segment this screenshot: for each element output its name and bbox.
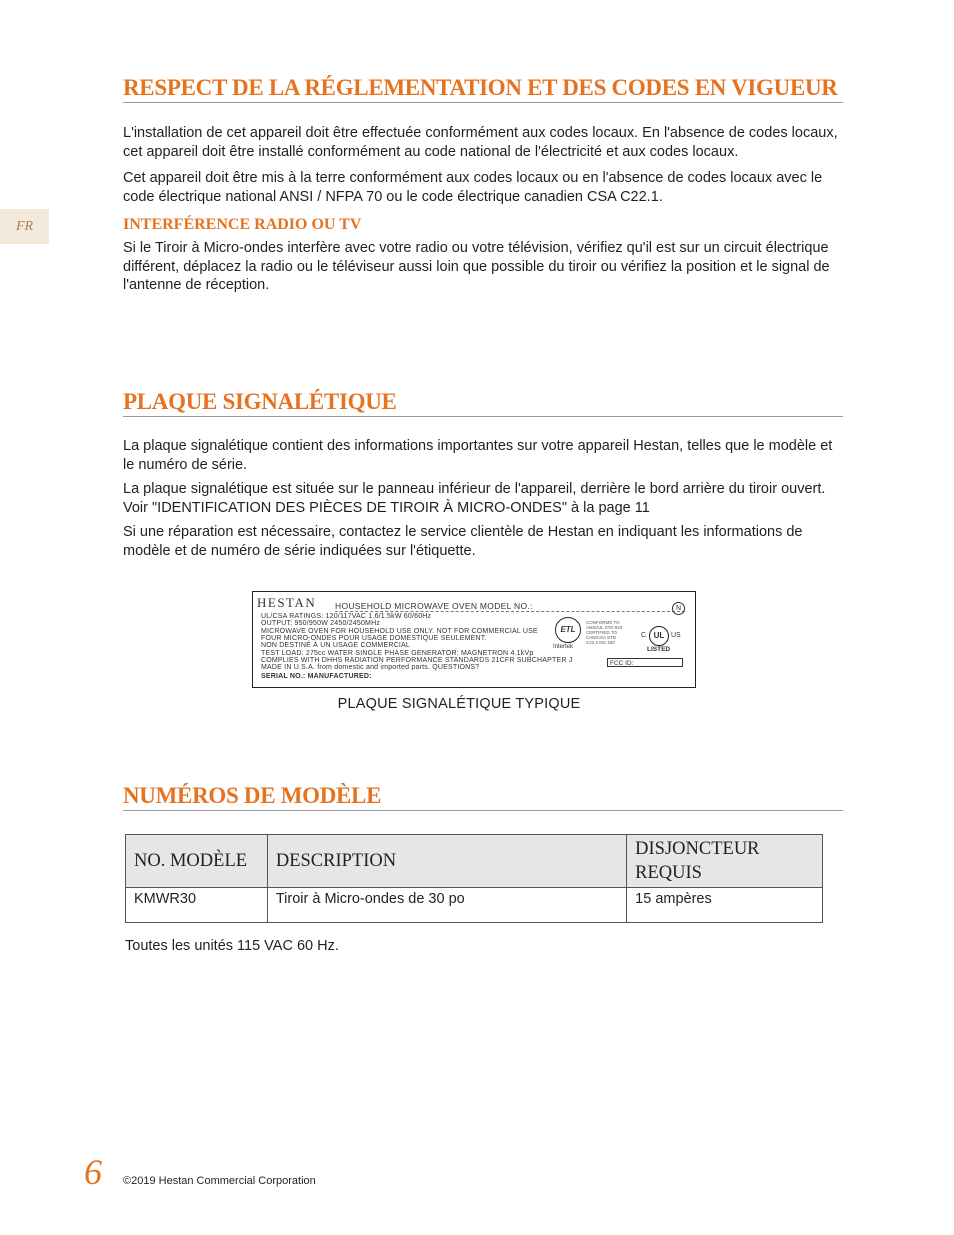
section-title-regulations: RESPECT DE LA RÉGLEMENTATION ET DES CODES EN VIGUEUR	[123, 74, 843, 103]
plate-line: SERIAL NO.: MANUFACTURED:	[261, 673, 372, 680]
plate-line: FOUR MICRO-ONDES POUR USAGE DOMESTIQUE SEULEMENT.	[261, 635, 487, 642]
rating-plate-paragraph-3: Si une réparation est nécessaire, contactez le service clientèle de Hestan en indiquant les informations de modèle et de numéro de série indiquées sur l'étiquette.	[123, 524, 803, 559]
plate-header: HOUSEHOLD MICROWAVE OVEN MODEL NO.:	[335, 601, 533, 611]
section-title-rating-plate: PLAQUE SIGNALÉTIQUE	[123, 388, 843, 417]
plate-line: UL/CSA RATINGS: 120/117VAC 1.6/1.5kW 60/60Hz	[261, 613, 432, 620]
plate-line: OUTPUT: 950/950W 2450/2450MHz	[261, 620, 381, 627]
ul-listed-label: LISTED	[647, 646, 671, 653]
column-header-breaker: DISJONCTEUR REQUIS	[627, 835, 823, 888]
voltage-note: Toutes les unités 115 VAC 60 Hz.	[125, 938, 339, 954]
ul-mark-icon: UL	[649, 626, 669, 646]
ul-us-label: US	[671, 632, 681, 639]
plate-line: MADE IN U.S.A. from domestic and imported parts. QUESTIONS?	[261, 664, 480, 671]
plate-brand-logo: HESTAN	[257, 595, 317, 610]
section-model-numbers	[123, 782, 843, 811]
etl-sub-label: Intertek	[553, 644, 574, 650]
interference-paragraph: Si le Tiroir à Micro-ondes interfère avec votre radio ou votre télévision, vérifiez qu'il est sur un circuit électrique différent, déplacez la radio ou le téléviseur aussi loin que possible du tiroir ou vérifiez la position et le signal de l'antenne de réception.	[123, 240, 830, 293]
plate-caption: PLAQUE SIGNALÉTIQUE TYPIQUE	[337, 696, 581, 712]
section-regulations	[123, 74, 843, 295]
column-header-description: DESCRIPTION	[267, 835, 626, 888]
plate-line: MICROWAVE OVEN FOR HOUSEHOLD USE ONLY. NOT FOR COMMERCIAL USE	[261, 628, 538, 635]
cell-description: Tiroir à Micro-ondes de 30 po	[267, 888, 626, 923]
model-table	[125, 834, 823, 923]
etl-mark-icon: ETL	[555, 617, 581, 643]
regulations-paragraph-1: L'installation de cet appareil doit être effectuée conformément aux codes locaux. En l'absence de codes locaux, cet appareil doit être installé conformément au code national de l'électricité et aux codes locaux.	[123, 125, 838, 160]
ul-c-label: C	[641, 632, 647, 639]
cell-model: KMWR30	[126, 888, 268, 923]
table-header-row	[126, 835, 823, 888]
plate-line: NON DESTINÉ À UN USAGE COMMERCIAL	[261, 642, 410, 649]
plate-divider	[335, 611, 685, 612]
plate-line: COMPLIES WITH DHHS RADIATION PERFORMANCE STANDARDS 21CFR SUBCHAPTER J	[261, 657, 573, 664]
cell-breaker: 15 ampères	[627, 888, 823, 923]
page-number: 6	[84, 1152, 102, 1192]
copyright: ©2019 Hestan Commercial Corporation	[123, 1175, 316, 1187]
column-header-model: NO. MODÈLE	[126, 835, 268, 888]
subtitle-interference: INTERFÉRENCE RADIO OU TV	[123, 216, 362, 233]
rating-plate-paragraph-2: La plaque signalétique est située sur le panneau inférieur de l'appareil, derrière le bord arrière du tiroir ouvert. Voir "IDENTIFICATION DES PIÈCES DE TIROIR À MICRO-ONDES" à la page 11	[123, 481, 826, 516]
section-rating-plate	[123, 388, 843, 560]
rating-plate-image	[252, 591, 696, 688]
section-title-model-numbers: NUMÉROS DE MODÈLE	[123, 782, 843, 811]
table-row	[126, 888, 823, 923]
plate-line: TEST LOAD: 275cc WATER SINGLE PHASE GENERATOR: MAGNETRON 4.1kVp	[261, 650, 534, 657]
regulations-paragraph-2: Cet appareil doit être mis à la terre conformément aux codes locaux ou en l'absence de codes locaux avec le code électrique national ANSI / NFPA 70 ou le code électrique canadien CSA C22.1.	[123, 170, 823, 205]
language-tab: FR	[0, 209, 49, 244]
plate-n-mark-icon: N	[672, 602, 685, 615]
rating-plate-paragraph-1: La plaque signalétique contient des informations importantes sur votre appareil Hestan, telles que le modèle et le numéro de série.	[123, 438, 833, 473]
fcc-id-box: FCC ID:	[607, 658, 683, 667]
etl-certification-text: CONFORMS TO ANSI/UL STD 923 CERTIFIED TO CAN/CSA STD C22.2 NO.150	[586, 620, 623, 645]
